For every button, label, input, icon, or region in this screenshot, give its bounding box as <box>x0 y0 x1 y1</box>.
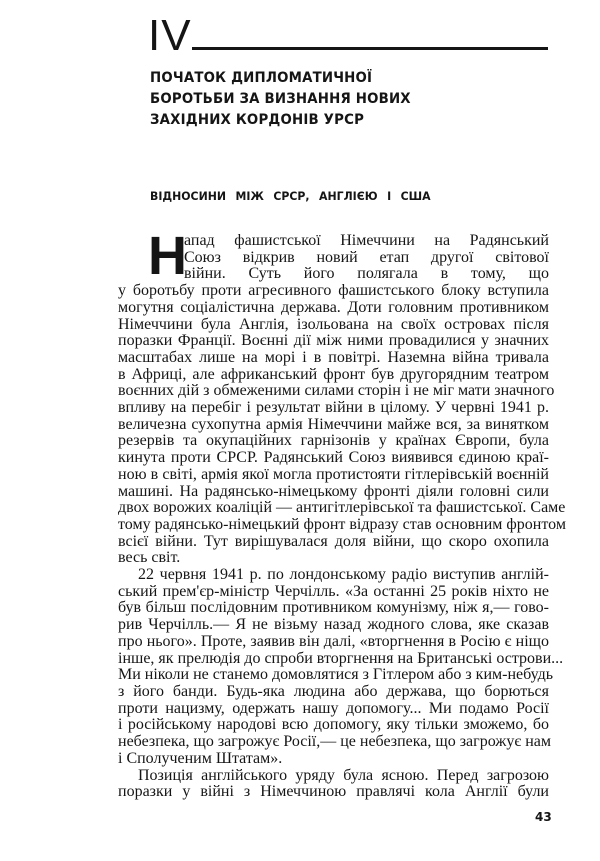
text-line: тому радянсько-німецький фронт відразу став основним фронтом <box>118 515 566 533</box>
chapter-number: IV <box>148 11 192 60</box>
chapter-title <box>150 68 411 131</box>
text-line: 22 червня 1941 р. по лондонському радіо виступив англій- <box>138 566 549 584</box>
text-line: з його банди. Будь-яка людина або держава, що борються <box>118 682 549 700</box>
text-line: двох ворожих коаліцій — антигітлерівської та фашистської. Саме <box>118 499 566 517</box>
text-line: машині. На радянсько-німецькому фронті діяли головні сили <box>118 482 549 500</box>
text-line: ський прем'єр-міністр Черчілль. «За останні 25 років ніхто не <box>118 582 549 600</box>
text-line: був більш послідовним противником комунізму, ніж я,— гово- <box>118 599 549 617</box>
text-line: апад фашистської Німеччини на Радянський <box>184 232 549 249</box>
text-line: резервів та окупаційних гарнізонів у країнах Європи, була <box>118 432 549 450</box>
text-line: весь світ. <box>118 549 181 567</box>
text-line: про нього». Проте, заявив він далі, «вторгнення в Росію є ніщо <box>118 632 549 650</box>
text-line: війни. Суть його полягала в тому, що <box>184 265 549 283</box>
text-line: Ми ніколи не станемо домовлятися з Гітлером або з ким-небудь <box>118 666 554 684</box>
text-line: могутня соціалістична держава. Доти головним противником <box>118 298 549 316</box>
text-line: Позиція англійського уряду була ясною. Перед загрозою <box>138 766 549 784</box>
text-line: кинута проти СРСР. Радянський Союз виявився єдиною краї- <box>118 449 549 467</box>
chapter-title-line: БОРОТЬБИ ЗА ВИЗНАННЯ НОВИХ <box>150 91 411 107</box>
text-line: рив Черчілль.— Я не візьму назад жодного слова, яке сказав <box>118 616 549 634</box>
body-text <box>118 232 566 801</box>
text-line: Союз відкрив новий етап другої світової <box>184 248 549 266</box>
text-line: поразки у війні з Німеччиною правлячі кола Англії були <box>118 783 549 801</box>
text-line: величезна сухопутна армія Німеччини майже вся, за винятком <box>118 415 549 433</box>
text-line: в Африці, але африканський фронт був другорядним театром <box>118 365 549 383</box>
chapter-title-line: ПОЧАТОК ДИПЛОМАТИЧНОЇ <box>150 70 373 86</box>
text-line: і російському народові всю допомогу, яку тільки зможемо, бо <box>118 716 549 734</box>
text-line: поразки Франції. Воєнні дії між ними провадилися у значних <box>118 332 549 350</box>
drop-cap: Н <box>148 226 187 286</box>
text-line: впливу на перебіг і результат війни в цілому. У червні 1941 р. <box>118 399 549 417</box>
text-line: інше, як прелюдія до спроби вторгнення на Британські острови... <box>118 649 564 667</box>
text-line: і Сполученим Штатам». <box>118 749 283 767</box>
text-line: Німеччини була Англія, ізольована на своїх островах після <box>118 315 549 333</box>
section-title: ВІДНОСИНИ МІЖ СРСР, АНГЛІЄЮ І США <box>150 189 431 203</box>
text-line: ною в світі, армія якої могла протистояти гітлерівській воєнній <box>118 465 549 483</box>
text-line: воєнних дій з обмеженими силами сторін і не міг мати значного <box>118 382 555 400</box>
chapter-rule <box>192 47 548 50</box>
chapter-title-line: ЗАХІДНИХ КОРДОНІВ УРСР <box>150 112 365 128</box>
text-line: небезпека, що загрожує Росії,— це небезпека, що загрожує нам <box>118 733 552 751</box>
text-line: всієї війни. Тут вирішувалася доля війни, що скоро охопила <box>118 532 549 550</box>
text-line: масштабах лише на морі і в повітрі. Наземна війна тривала <box>118 348 549 366</box>
page-number: 43 <box>535 810 552 824</box>
text-line: у боротьбу проти агресивного фашистського блоку вступила <box>118 282 549 300</box>
text-line: проти нацизму, одержать нашу допомогу... Ми подамо Росії <box>118 699 549 717</box>
